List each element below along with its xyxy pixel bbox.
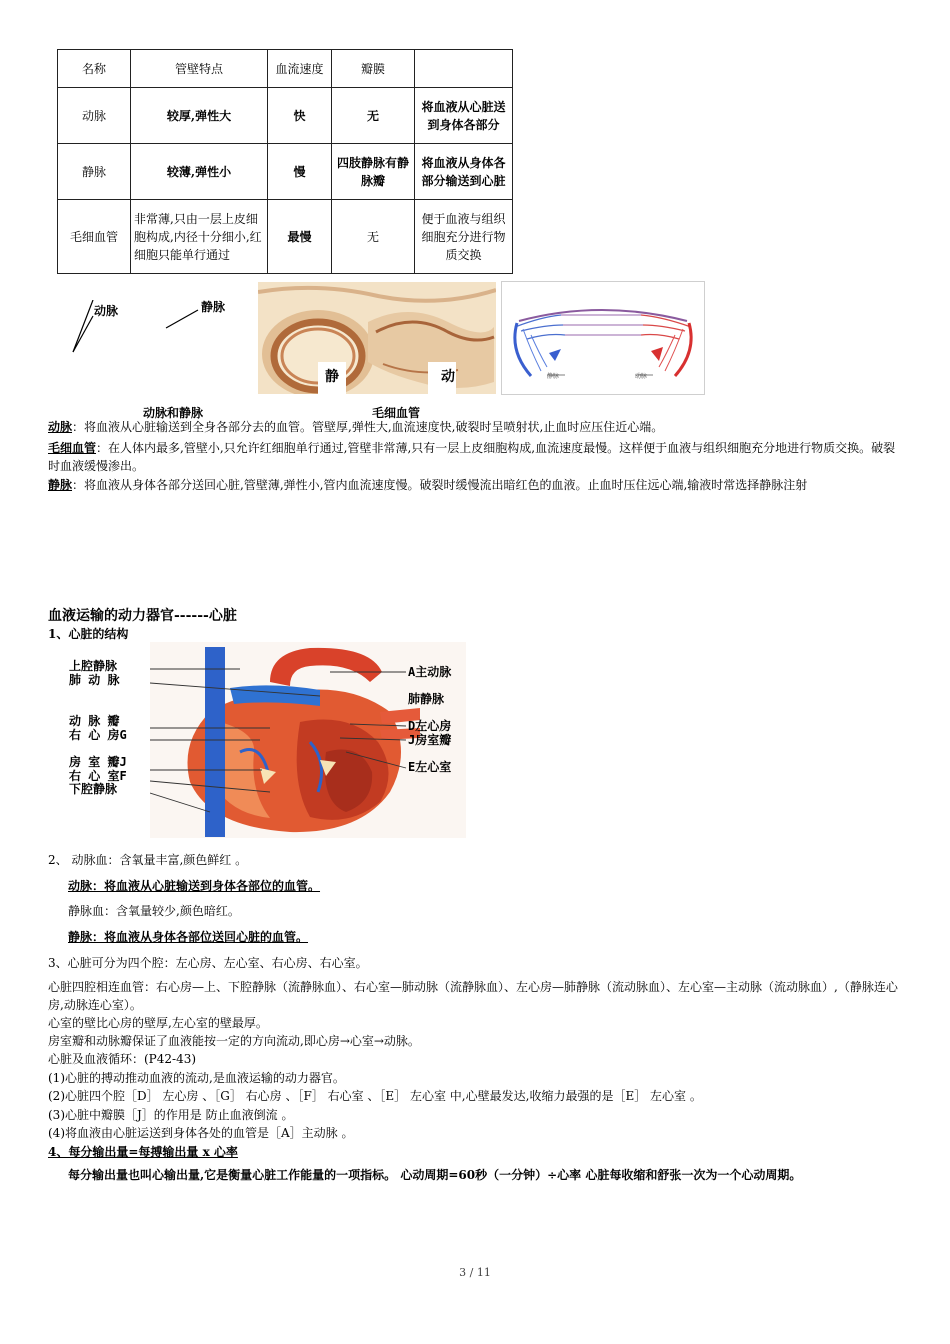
question-2: (2)心脏四个腔［D］ 左心房 、［G］ 右心房 、［F］ 右心室 、［E］ 左心室 中,心壁最发达,收缩力最强的是［E］ 左心室 。 (48, 1089, 702, 1103)
caption-artery-vein: 动脉和静脉 (143, 406, 204, 420)
artery-def: 动脉：将血液从心脏输送到身体各部位的血管。 (68, 879, 321, 893)
label-pulmonary-artery: 肺 动 脉 (69, 673, 120, 687)
row-valve: 无 (332, 200, 415, 274)
circulation-title: 心脏及血液循环：(P42-43) (48, 1052, 197, 1066)
heart-labels-right (408, 665, 488, 774)
item-3: 3、心脏可分为四个腔：左心房、左心室、右心房、右心室。 (48, 956, 368, 970)
row-name: 毛细血管 (58, 200, 131, 274)
pointer-lines (60, 300, 210, 360)
valve-text: 房室瓣和动脉瓣保证了血液能按一定的方向流动,即心房→心室→动脉。 (48, 1034, 420, 1048)
row-function: 将血液从心脏送到身体各部分 (415, 88, 513, 144)
section-title: 血液运输的动力器官------心脏 (48, 608, 237, 624)
item-2: 2、 动脉血：含氧量丰富,颜色鲜红 。 (48, 853, 248, 867)
definition-capillary (48, 439, 904, 475)
header-name: 名称 (58, 50, 131, 88)
label-left-ventricle: E左心室 (408, 760, 452, 774)
table-row (58, 144, 513, 200)
label-pulmonary-vein: 肺静脉 (408, 692, 445, 706)
header-speed: 血流速度 (268, 50, 332, 88)
row-wall: 较薄,弹性小 (131, 144, 268, 200)
vessel-section-image (258, 282, 496, 394)
table-row (58, 200, 513, 274)
label-av-valve-right: 房 室 瓣J (69, 755, 127, 769)
row-valve: 无 (332, 88, 415, 144)
tag-vein: 静 (325, 369, 339, 385)
heart-labels-left (69, 659, 149, 796)
label-inferior-vena-cava: 下腔静脉 (69, 782, 118, 796)
question-1: (1)心脏的搏动推动血液的流动,是血液运输的动力器官。 (48, 1071, 345, 1085)
caption-cap-artery: 动脉 (635, 373, 648, 380)
label-av-valve-left: J房室瓣 (408, 733, 452, 747)
vein-def: 静脉：将血液从身体各部位送回心脏的血管。 (68, 930, 309, 944)
row-function: 便于血液与组织细胞充分进行物质交换 (415, 200, 513, 274)
term-vein: 静脉 (48, 478, 73, 492)
row-function: 将血液从身体各部分输送到心脏 (415, 144, 513, 200)
label-artery: 动脉 (94, 304, 119, 318)
caption-capillary: 毛细血管 (372, 406, 421, 420)
text-capillary: ：在人体内最多,管壁小,只允许红细胞单行通过,管壁非常薄,只有一层上皮细胞构成,血流速度最慢。这样便于血液与组织细胞充分地进行物质交换。破裂时血液缓慢渗出。 (48, 441, 896, 473)
page-number: 3 / 11 (459, 1266, 491, 1279)
capillary-network-image (501, 281, 705, 395)
label-vein: 静脉 (201, 300, 226, 314)
text-artery: ：将血液从心脏输送到全身各部分去的血管。管壁厚,弹性大,血流速度快,破裂时呈喷射状,止血时应压住近心端。 (72, 420, 664, 434)
label-aorta: A主动脉 (408, 665, 452, 679)
question-4: (4)将血液由心脏运送到身体各处的血管是［A］主动脉 。 (48, 1126, 354, 1140)
row-valve: 四肢静脉有静脉瓣 (332, 144, 415, 200)
caption-cap-vein: 静脉 (547, 373, 560, 380)
chambers-vessels: 心脏四腔相连血管：右心房—上、下腔静脉（流静脉血）、右心室—肺动脉（流静脉血）、左心房—肺静脉（流动脉血）、左心室—主动脉（流动脉血）,（静脉连心房,动脉连心室）。 (48, 980, 898, 1012)
term-artery: 动脉 (48, 420, 73, 434)
definition-artery (48, 418, 904, 436)
header-valve: 瓣膜 (332, 50, 415, 88)
item-4: 4、每分输出量=每搏输出量 x 心率 (48, 1145, 238, 1159)
row-name: 动脉 (58, 88, 131, 144)
label-aortic-valve: 动 脉 瓣 (69, 714, 120, 728)
label-right-ventricle: 右 心 室F (69, 769, 127, 783)
row-speed: 最慢 (268, 200, 332, 274)
term-capillary: 毛细血管 (48, 441, 97, 455)
row-wall: 非常薄,只由一层上皮细胞构成,内径十分细小,红细胞只能单行通过 (131, 200, 268, 274)
item-1: 1、心脏的结构 (48, 627, 129, 641)
tag-artery: 动 (441, 369, 455, 385)
vessel-comparison-table (57, 49, 513, 274)
question-3: (3)心脏中瓣膜［J］的作用是 防止血液倒流 。 (48, 1108, 294, 1122)
definition-vein (48, 476, 904, 494)
row-speed: 快 (268, 88, 332, 144)
row-name: 静脉 (58, 144, 131, 200)
label-superior-vena-cava: 上腔静脉 (69, 659, 118, 673)
text-vein: ：将血液从身体各部分送回心脏,管壁薄,弹性小,管内血流速度慢。破裂时缓慢流出暗红色的血液。止血时压住远心端,输液时常选择静脉注射 (72, 478, 808, 492)
table-header-row (58, 50, 513, 88)
header-function (415, 50, 513, 88)
row-wall: 较厚,弹性大 (131, 88, 268, 144)
vein-blood-def: 静脉血：含氧量较少,颜色暗红。 (68, 904, 240, 918)
item-4-text: 每分输出量也叫心输出量,它是衡量心脏工作能量的一项指标。 心动周期=60秒（一分钟）÷心率 心脏每收缩和舒张一次为一个心动周期。 (68, 1168, 802, 1182)
row-speed: 慢 (268, 144, 332, 200)
table-row (58, 88, 513, 144)
header-wall: 管壁特点 (131, 50, 268, 88)
label-left-atrium: D左心房 (408, 719, 452, 733)
label-right-atrium: 右 心 房G (69, 728, 127, 742)
wall-text: 心室的壁比心房的壁厚,左心室的壁最厚。 (48, 1016, 268, 1030)
